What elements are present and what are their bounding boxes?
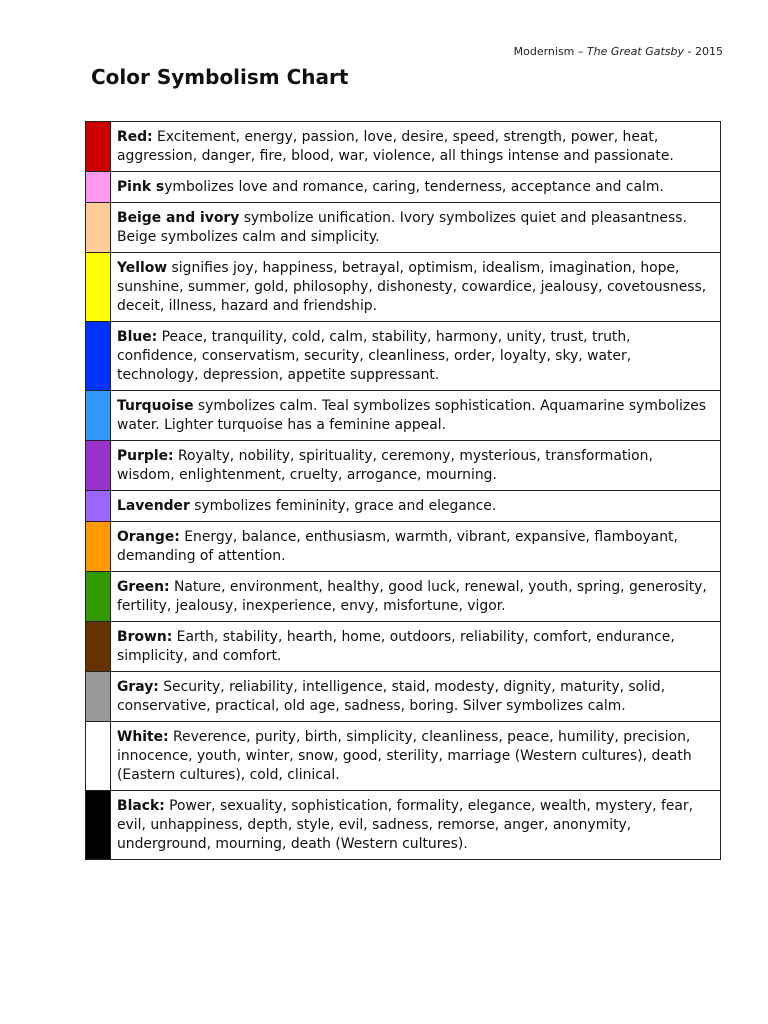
color-description xyxy=(111,441,721,491)
color-swatch xyxy=(86,253,111,322)
table-row xyxy=(86,322,721,391)
table-row xyxy=(86,391,721,441)
header-note xyxy=(514,45,723,58)
color-label: Beige and ivory xyxy=(117,210,240,226)
table-row xyxy=(86,122,721,172)
table-row xyxy=(86,722,721,791)
color-swatch xyxy=(86,203,111,253)
color-swatch xyxy=(86,791,111,860)
color-label: Green: xyxy=(117,579,170,595)
color-label: Pink s xyxy=(117,179,165,195)
color-meaning-text: Security, reliability, intelligence, staid, modesty, dignity, maturity, solid, conservative, practical, old age, sadness, boring. Silver symbolizes calm. xyxy=(117,679,666,714)
table-row xyxy=(86,572,721,622)
color-swatch xyxy=(86,122,111,172)
color-meaning-text: Nature, environment, healthy, good luck, renewal, youth, spring, generosity, fertility, jealousy, inexperience, envy, misfortune, vigor. xyxy=(117,579,707,614)
color-label: Red: xyxy=(117,129,153,145)
color-meaning-text: Excitement, energy, passion, love, desire, speed, strength, power, heat, aggression, danger, fire, blood, war, violence, all things intense and passionate. xyxy=(117,129,674,164)
color-meaning-text: ymbolizes love and romance, caring, tenderness, acceptance and calm. xyxy=(164,179,664,195)
color-description xyxy=(111,391,721,441)
color-symbolism-table xyxy=(85,121,721,860)
color-label: Orange: xyxy=(117,529,180,545)
color-meaning-text: symbolizes femininity, grace and elegance. xyxy=(189,498,497,514)
header-prefix: Modernism – xyxy=(513,45,587,58)
color-swatch xyxy=(86,391,111,441)
color-description xyxy=(111,722,721,791)
color-description xyxy=(111,322,721,391)
color-description xyxy=(111,122,721,172)
table-row xyxy=(86,522,721,572)
color-description xyxy=(111,522,721,572)
color-description xyxy=(111,253,721,322)
color-swatch xyxy=(86,722,111,791)
color-label: Brown: xyxy=(117,629,173,645)
color-swatch xyxy=(86,322,111,391)
table-row xyxy=(86,491,721,522)
color-meaning-text: Earth, stability, hearth, home, outdoors, reliability, comfort, endurance, simplicity, and comfort. xyxy=(117,629,675,664)
color-swatch xyxy=(86,491,111,522)
table-row xyxy=(86,622,721,672)
color-label: Blue: xyxy=(117,329,158,345)
color-label: Yellow xyxy=(117,260,168,276)
table-row xyxy=(86,441,721,491)
color-meaning-text: Energy, balance, enthusiasm, warmth, vibrant, expansive, flamboyant, demanding of attention. xyxy=(117,529,678,564)
color-meaning-text: Power, sexuality, sophistication, formality, elegance, wealth, mystery, fear, evil, unhappiness, depth, style, evil, sadness, remorse, anger, anonymity, underground, mourning, death (Western cultures). xyxy=(117,798,694,852)
table-row xyxy=(86,791,721,860)
color-label: White: xyxy=(117,729,169,745)
color-description xyxy=(111,672,721,722)
table-row xyxy=(86,172,721,203)
page-title: Color Symbolism Chart xyxy=(91,65,349,89)
color-description xyxy=(111,491,721,522)
color-meaning-text: Reverence, purity, birth, simplicity, cleanliness, peace, humility, precision, innocence, youth, winter, snow, good, sterility, marriage (Western cultures), death (Eastern cultures), cold, clinical. xyxy=(117,729,692,783)
color-swatch xyxy=(86,441,111,491)
color-meaning-text: Peace, tranquility, cold, calm, stability, harmony, unity, trust, truth, confidence, conservatism, security, cleanliness, order, loyalty, sky, water, technology, depression, appetite suppressant. xyxy=(117,329,632,383)
color-description xyxy=(111,203,721,253)
color-swatch xyxy=(86,522,111,572)
color-swatch xyxy=(86,622,111,672)
color-description xyxy=(111,172,721,203)
table-row xyxy=(86,672,721,722)
color-label: Black: xyxy=(117,798,165,814)
color-meaning-text: signifies joy, happiness, betrayal, optimism, idealism, imagination, hope, sunshine, summer, gold, philosophy, dishonesty, cowardice, jealousy, covetousness, deceit, illness, hazard and friendship. xyxy=(117,260,707,314)
header-suffix: - 2015 xyxy=(684,45,723,58)
color-label: Gray: xyxy=(117,679,159,695)
color-swatch xyxy=(86,172,111,203)
table-row xyxy=(86,253,721,322)
color-swatch xyxy=(86,572,111,622)
color-label: Turquoise xyxy=(117,398,194,414)
color-description xyxy=(111,622,721,672)
color-description xyxy=(111,791,721,860)
color-label: Lavender xyxy=(117,498,190,514)
color-description xyxy=(111,572,721,622)
color-swatch xyxy=(86,672,111,722)
color-meaning-text: symbolizes calm. Teal symbolizes sophistication. Aquamarine symbolizes water. Lighter turquoise has a feminine appeal. xyxy=(117,398,706,433)
color-meaning-text: Royalty, nobility, spirituality, ceremony, mysterious, transformation, wisdom, enlightenment, cruelty, arrogance, mourning. xyxy=(117,448,653,483)
color-meaning-text: symbolize unification. Ivory symbolizes quiet and pleasantness. Beige symbolizes calm and simplicity. xyxy=(117,210,687,245)
table-row xyxy=(86,203,721,253)
color-label: Purple: xyxy=(117,448,174,464)
header-book-title: The Great Gatsby xyxy=(586,45,685,58)
